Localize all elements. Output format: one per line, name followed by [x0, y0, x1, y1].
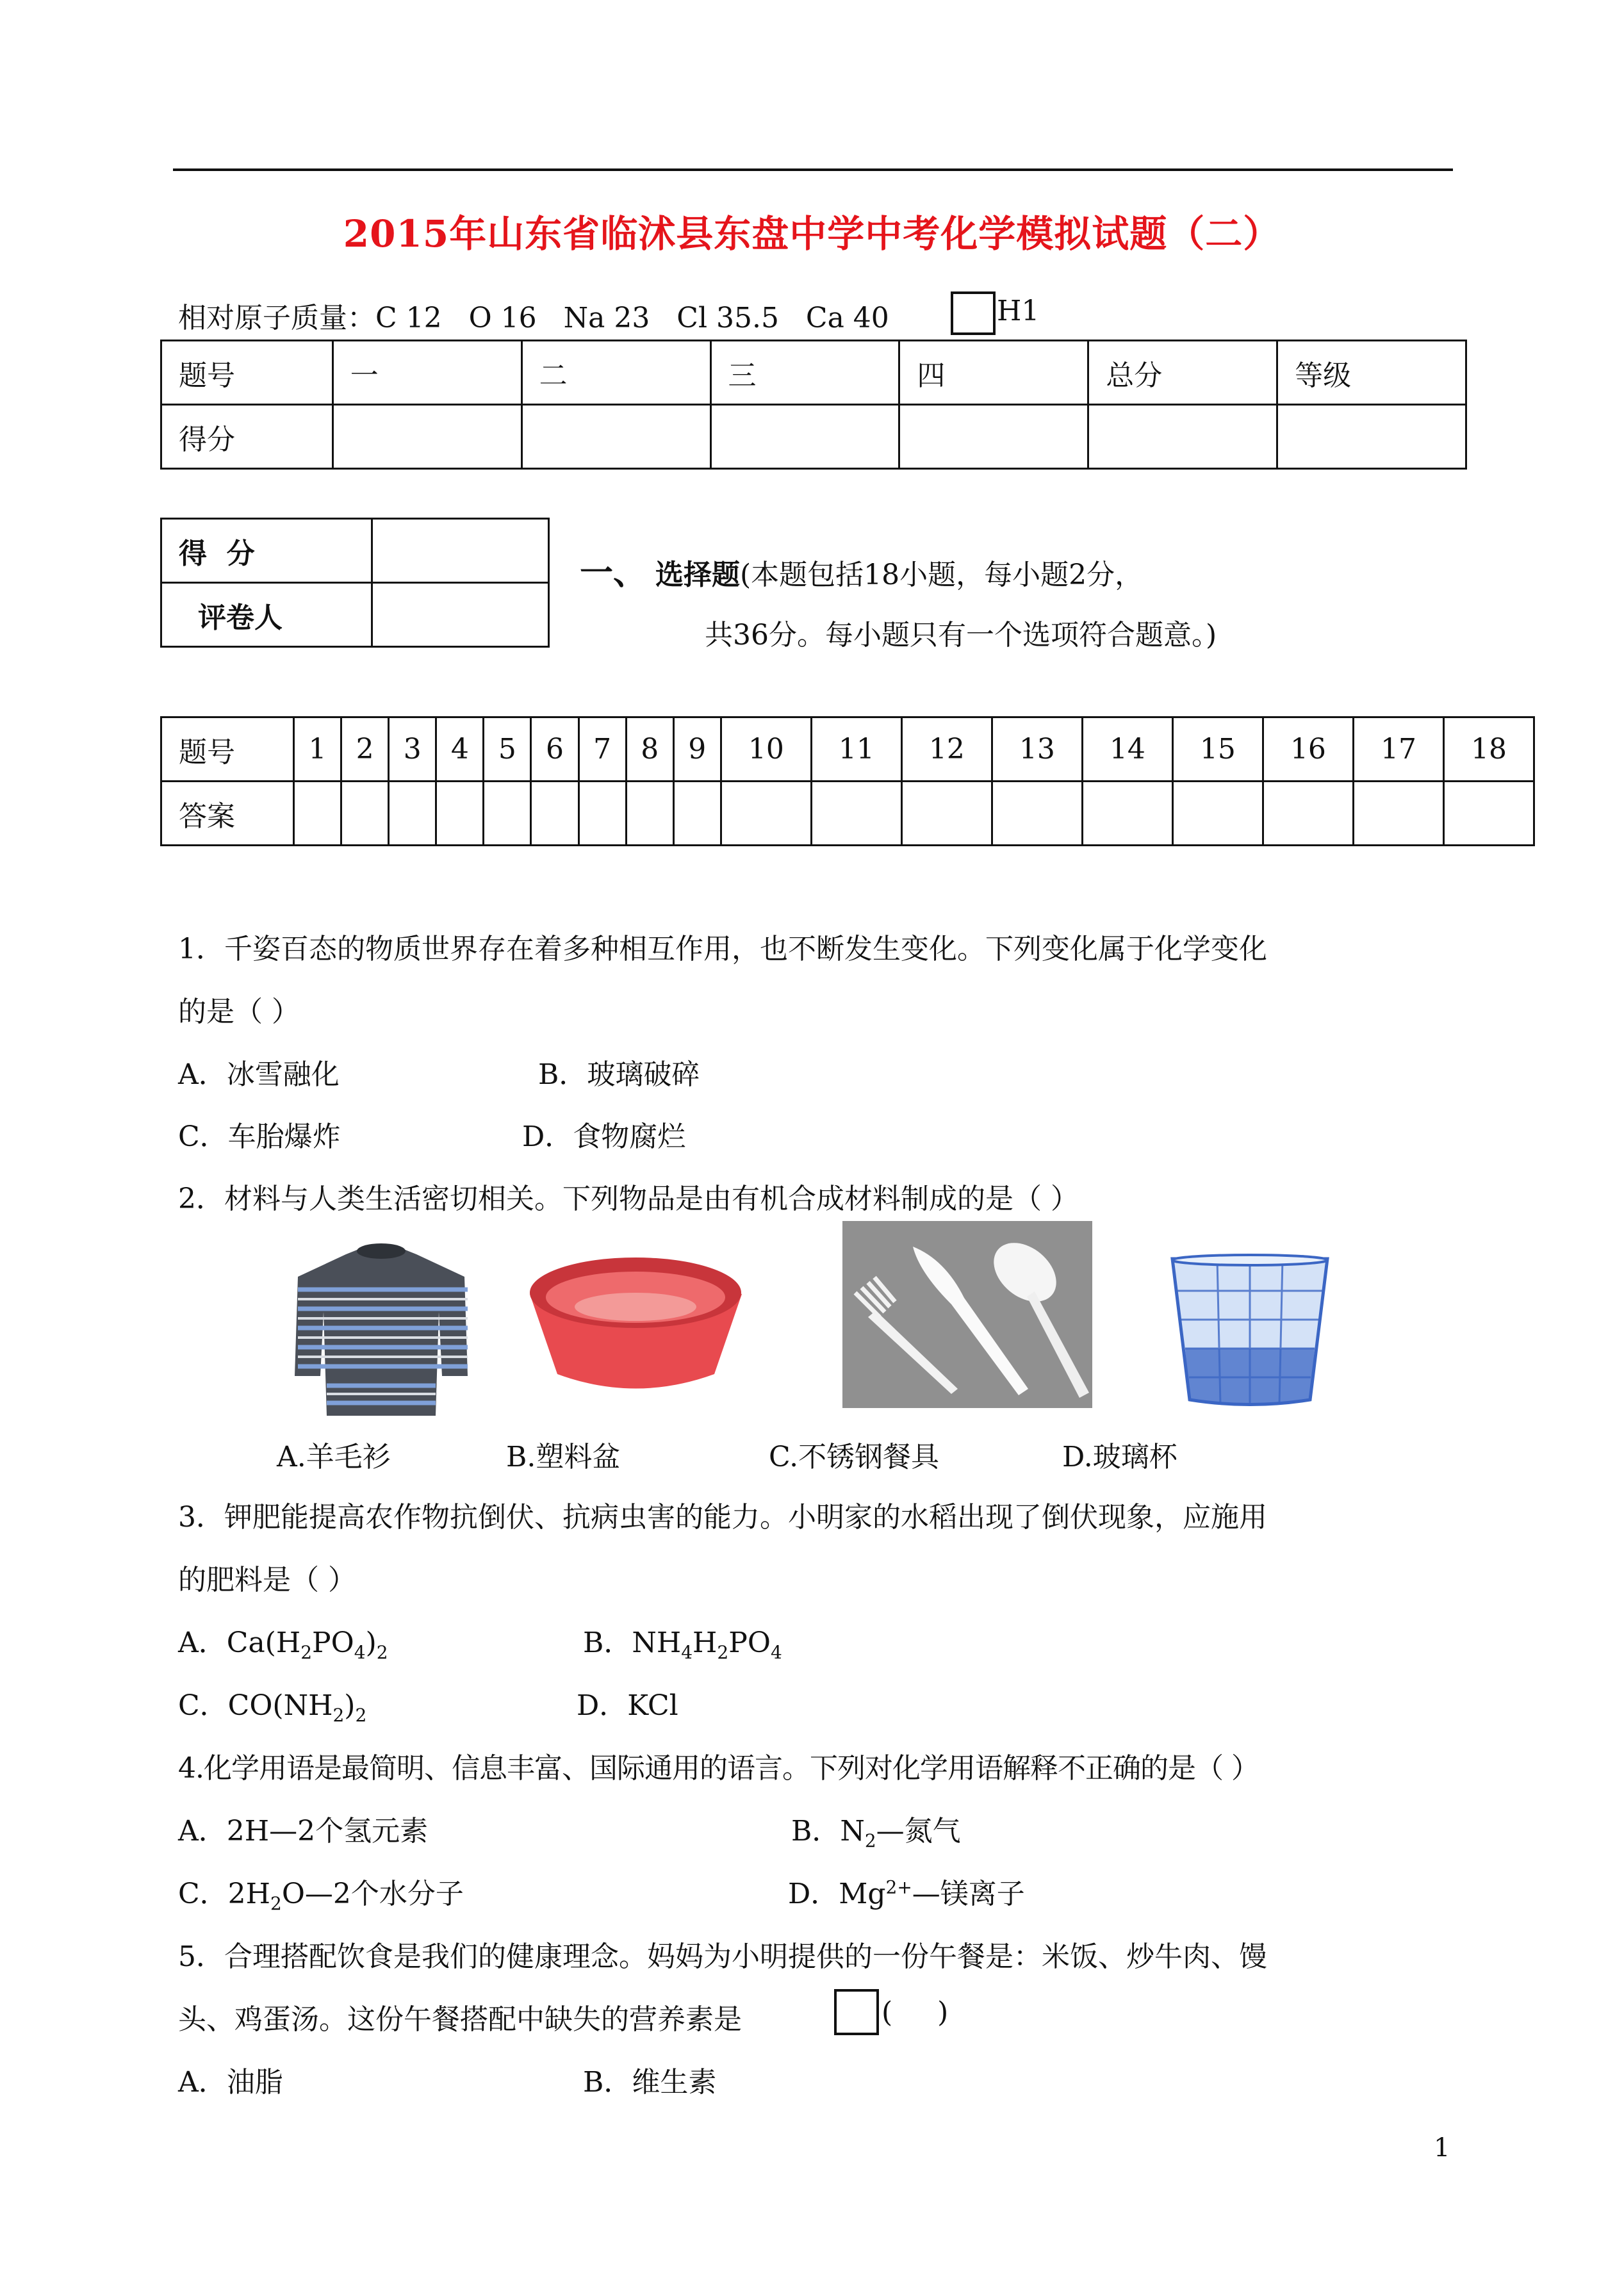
q5-option-a[interactable]: A．油脂	[178, 2066, 283, 2099]
formula-part: O—2个水分子	[281, 1878, 464, 1910]
score-cell[interactable]	[332, 405, 521, 469]
q1-option-b[interactable]: B．玻璃破碎	[538, 1058, 700, 1091]
formula-part: PO	[728, 1626, 771, 1659]
grader-table	[160, 518, 550, 648]
formula-part: )	[344, 1689, 356, 1722]
q3-line2: 的肥料是（ ）	[178, 1564, 356, 1596]
answer-number: 16	[1263, 717, 1353, 782]
formula-sub: 2	[864, 1830, 876, 1851]
answer-cell[interactable]	[294, 782, 341, 846]
formula-part: —氮气	[876, 1815, 961, 1847]
score-header-cell: 等级	[1277, 341, 1466, 405]
score-cell[interactable]	[1277, 405, 1466, 469]
answer-cell[interactable]	[811, 782, 901, 846]
q3-line1: 3．钾肥能提高农作物抗倒伏、抗病虫害的能力。小明家的水稻出现了倒伏现象，应施用	[178, 1501, 1267, 1534]
answer-number: 17	[1353, 717, 1443, 782]
atomic-mass-label: 相对原子质量：	[178, 302, 375, 334]
answer-cell[interactable]	[531, 782, 578, 846]
answer-number: 2	[341, 717, 389, 782]
formula-part: —镁离子	[912, 1878, 1025, 1910]
q2-line1: 2．材料与人类生活密切相关。下列物品是由有机合成材料制成的是（ ）	[178, 1183, 1079, 1215]
answer-cell[interactable]	[1353, 782, 1443, 846]
section-name: 选择题	[655, 559, 741, 591]
q5-blank-box	[834, 1989, 879, 2035]
q3-option-b[interactable]	[583, 1619, 782, 1663]
answer-number: 14	[1082, 717, 1172, 782]
q3-option-d[interactable]: D．KCl	[577, 1689, 678, 1722]
answer-number: 11	[811, 717, 901, 782]
answer-cell[interactable]	[901, 782, 992, 846]
answer-cell[interactable]	[436, 782, 484, 846]
answer-cell[interactable]	[1443, 782, 1534, 846]
grader-score-cell[interactable]	[372, 519, 549, 583]
atomic-mass-values: C 12 O 16 Na 23 Cl 35.5 Ca 40	[375, 302, 889, 334]
q2-option-a[interactable]: A.羊毛衫	[277, 1441, 391, 1473]
q1-line1: 1．千姿百态的物质世界存在着多种相互作用，也不断发生变化。下列变化属于化学变化	[178, 933, 1267, 965]
answer-cell[interactable]	[341, 782, 389, 846]
formula-sub: 2	[270, 1892, 282, 1914]
sweater-image	[285, 1229, 477, 1416]
score-row	[161, 405, 1466, 469]
answer-header-label: 题号	[161, 717, 294, 782]
page-title: 2015年山东省临沭县东盘中学中考化学模拟试题（二）	[343, 212, 1281, 256]
formula-part: )	[365, 1626, 377, 1659]
answer-number: 3	[389, 717, 436, 782]
answer-cell[interactable]	[992, 782, 1082, 846]
formula-sub: 4	[354, 1641, 366, 1663]
grader-score-label: 得 分	[161, 519, 372, 583]
score-table	[160, 340, 1467, 470]
answer-cell[interactable]	[673, 782, 721, 846]
q1-line2: 的是（ ）	[178, 995, 300, 1028]
formula-sup: 2+	[885, 1876, 912, 1898]
page-number: 1	[1434, 2133, 1450, 2163]
formula-part: C．2H	[178, 1878, 271, 1910]
answer-cell[interactable]	[1263, 782, 1353, 846]
formula-part: A．Ca(H	[178, 1626, 301, 1659]
section-desc-2: 共36分。每小题只有一个选项符合题意。)	[705, 619, 1217, 651]
score-header-cell: 一	[332, 341, 521, 405]
score-cell[interactable]	[899, 405, 1088, 469]
formula-part: C．CO(NH	[178, 1689, 333, 1722]
answer-row-label: 答案	[161, 782, 294, 846]
q2-option-b[interactable]: B.塑料盆	[506, 1441, 621, 1473]
q2-option-c[interactable]: C.不锈钢餐具	[769, 1441, 940, 1473]
answer-cell[interactable]	[1082, 782, 1172, 846]
score-header-cell: 总分	[1088, 341, 1277, 405]
formula-part: PO	[312, 1626, 354, 1659]
q5-line2-end: ( )	[882, 1996, 949, 2029]
plastic-basin-image	[522, 1236, 750, 1400]
cutlery-image	[842, 1221, 1092, 1408]
answer-row	[161, 782, 1534, 846]
grader-name-label: 评卷人	[161, 583, 372, 647]
score-header-cell: 三	[710, 341, 899, 405]
score-cell[interactable]	[710, 405, 899, 469]
answer-number: 5	[484, 717, 531, 782]
answer-cell[interactable]	[484, 782, 531, 846]
answer-number: 15	[1172, 717, 1263, 782]
score-header-cell: 四	[899, 341, 1088, 405]
answer-header-row	[161, 717, 1534, 782]
formula-sub: 2	[355, 1704, 367, 1726]
formula-sub: 2	[332, 1704, 345, 1726]
formula-sub: 4	[681, 1641, 693, 1663]
section-heading	[580, 546, 1143, 594]
formula-part: B．N	[791, 1815, 865, 1847]
blank-box	[951, 291, 996, 335]
answer-number: 10	[721, 717, 811, 782]
answer-number: 12	[901, 717, 992, 782]
atomic-mass-line	[178, 295, 889, 336]
q3-option-a[interactable]	[178, 1619, 388, 1663]
answer-cell[interactable]	[389, 782, 436, 846]
formula-sub: 4	[770, 1641, 782, 1663]
section-number: 一、	[580, 553, 647, 593]
answer-cell[interactable]	[578, 782, 626, 846]
score-cell[interactable]	[521, 405, 710, 469]
q5-line2: 头、鸡蛋汤。这份午餐搭配中缺失的营养素是	[178, 2003, 742, 2036]
q4-option-b[interactable]	[791, 1808, 961, 1851]
q4-option-d[interactable]	[788, 1871, 1025, 1912]
answer-number: 6	[531, 717, 578, 782]
score-cell[interactable]	[1088, 405, 1277, 469]
grader-name-cell[interactable]	[372, 583, 549, 647]
answer-number: 13	[992, 717, 1082, 782]
formula-part: H	[693, 1626, 718, 1659]
q4-line1: 4.化学用语是最简明、信息丰富、国际通用的语言。下列对化学用语解释不正确的是（ ）	[178, 1752, 1259, 1785]
q4-option-c[interactable]	[178, 1871, 464, 1914]
q5-option-b[interactable]: B．维生素	[583, 2066, 717, 2099]
answer-number: 1	[294, 717, 341, 782]
formula-part: D．Mg	[788, 1878, 886, 1910]
q2-option-d[interactable]: D.玻璃杯	[1062, 1441, 1177, 1473]
answer-table	[160, 716, 1535, 846]
formula-sub: 2	[717, 1641, 729, 1663]
score-header-cell: 二	[521, 341, 710, 405]
score-row-label: 得分	[161, 405, 333, 469]
answer-number: 8	[626, 717, 673, 782]
answer-cell[interactable]	[1172, 782, 1263, 846]
answer-number: 7	[578, 717, 626, 782]
header-rule	[173, 168, 1453, 171]
answer-number: 4	[436, 717, 484, 782]
q1-option-c[interactable]: C．车胎爆炸	[178, 1120, 341, 1153]
q4-option-a[interactable]: A．2H—2个氢元素	[178, 1815, 429, 1847]
formula-sub: 2	[376, 1641, 388, 1663]
atomic-mass-h: H1	[997, 295, 1040, 327]
q1-option-a[interactable]: A．冰雪融化	[178, 1058, 340, 1091]
answer-number: 9	[673, 717, 721, 782]
score-header-cell: 题号	[161, 341, 333, 405]
q1-option-d[interactable]: D．食物腐烂	[522, 1120, 686, 1153]
formula-part: B．NH	[583, 1626, 682, 1659]
glass-cup-image	[1166, 1252, 1334, 1407]
answer-cell[interactable]	[626, 782, 673, 846]
formula-sub: 2	[300, 1641, 313, 1663]
score-header-row	[161, 341, 1466, 405]
section-desc-1: (本题包括18小题，每小题2分，	[740, 559, 1144, 591]
q5-line1: 5．合理搭配饮食是我们的健康理念。妈妈为小明提供的一份午餐是：米饭、炒牛肉、馒	[178, 1940, 1267, 1973]
q3-option-c[interactable]	[178, 1682, 366, 1726]
answer-cell[interactable]	[721, 782, 811, 846]
answer-number: 18	[1443, 717, 1534, 782]
